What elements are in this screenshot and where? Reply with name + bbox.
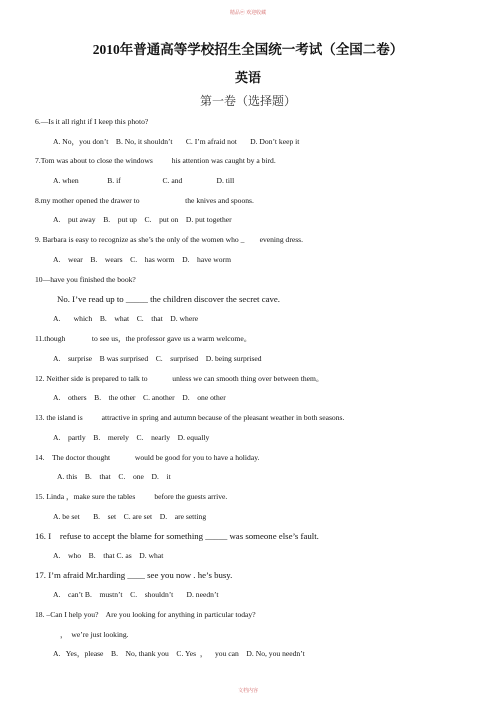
question-9: 9. Barbara is easy to recognize as she’s the only of the women who _ evening dress. [35,235,304,244]
question-10: 10—have you finished the book? [35,275,136,284]
footer-watermark: 文档内容 [237,689,258,694]
question-15: 15. Linda ，make sure the tables before the guests arrive. [35,492,228,501]
options-18: A. Yes，please B. No, thank you C. Yes ， you can D. No, you needn’t [53,649,305,658]
question-18-reply: ， we’re just looking. [60,630,129,639]
header-watermark: 精品ⓦ 欢迎收藏 [229,11,267,16]
options-16: A. who B. that C. as D. what [53,551,164,560]
options-14: A. this B. that C. one D. it [57,472,171,481]
question-16: 16. I refuse to accept the blame for something _____ was someone else’s fault. [35,531,319,541]
options-6: A. No，you don’t B. No, it shouldn’t C. I’m afraid not D. Don’t keep it [53,137,300,146]
question-6: 6.—Is it all right if I keep this photo? [35,117,149,126]
options-12: A. others B. the other C. another D. one other [53,393,226,402]
question-11: 11.though to see us，the professor gave us a warm welcome。 [35,334,252,343]
question-10-reply: No. I’ve read up to _____ the children discover the secret cave. [57,294,281,304]
exam-title: 2010年普通高等学校招生全国统一考试（全国二卷） [92,42,404,57]
options-7: A. when B. if C. and D. till [53,176,235,185]
options-9: A. wear B. wears C. has worm D. have worm [53,255,231,264]
question-17: 17. I’m afraid Mr.harding ____ see you now . he’s busy. [35,570,233,580]
options-8: A. put away B. put up C. put on D. put together [53,215,232,224]
question-14: 14. The doctor thought would be good for you to have a holiday. [35,453,260,462]
options-13: A. partly B. merely C. nearly D. equally [53,433,210,442]
options-17: A. can’t B. mustn’t C. shouldn’t D. needn’t [53,590,219,599]
question-8: 8.my mother opened the drawer to the knives and spoons. [35,196,254,205]
question-18: 18. –Can I help you? Are you looking for anything in particular today? [35,610,256,619]
options-15: A. be set B. set C. are set D. are setting [53,512,207,521]
question-13: 13. the island is attractive in spring and autumn because of the pleasant weather in both seasons. [35,413,345,422]
question-7: 7.Tom was about to close the windows his attention was caught by a bird. [35,156,276,165]
question-12: 12. Neither side is prepared to talk to unless we can smooth thing over between them。 [35,374,324,383]
subject-heading: 英语 [234,70,261,85]
options-10: A. which B. what C. that D. where [53,314,199,323]
options-11: A. surprise B was surprised C. surprised D. being surprised [53,354,262,363]
section-heading: 第一卷（选择题） [199,94,296,108]
